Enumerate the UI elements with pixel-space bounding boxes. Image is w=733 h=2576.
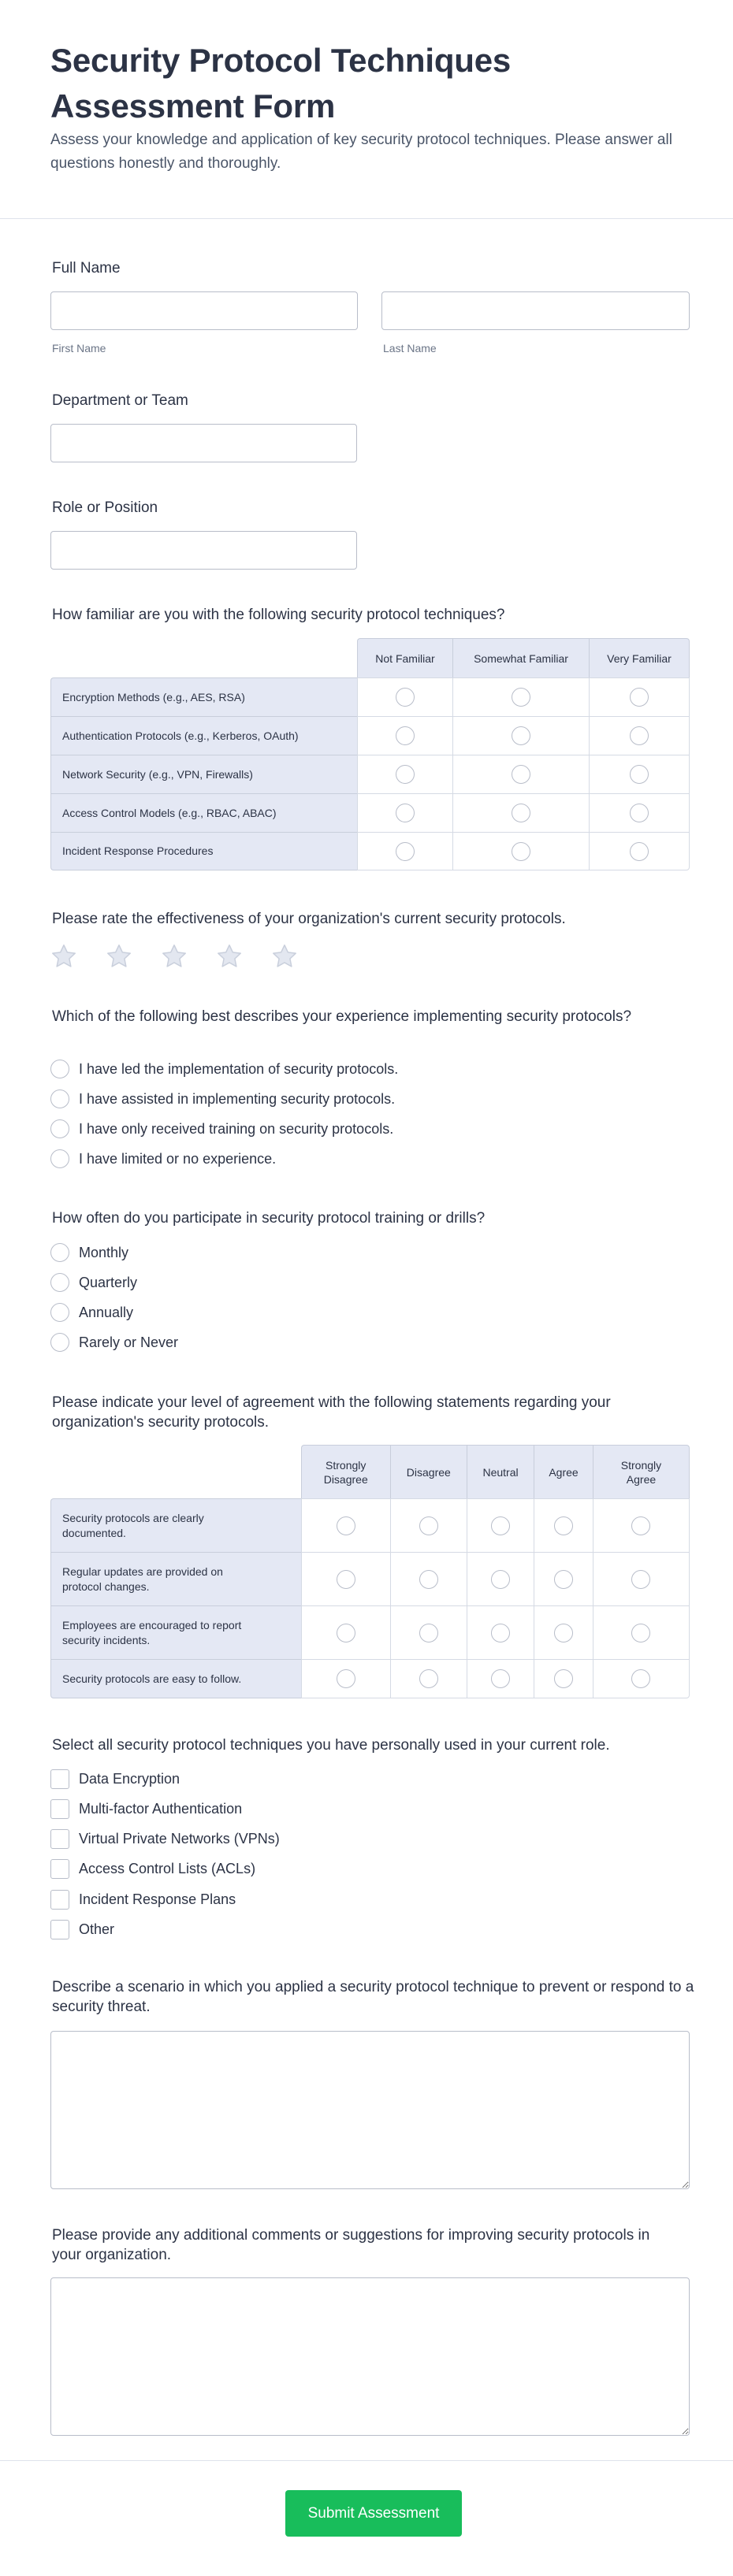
matrix-row xyxy=(50,1659,690,1698)
column-header: Very Familiar xyxy=(589,638,690,677)
radio-button[interactable] xyxy=(419,1624,438,1642)
technique-option[interactable]: Data Encryption xyxy=(50,1769,180,1789)
row-label: Security protocols are clearly documented. xyxy=(50,1498,301,1552)
radio-button[interactable] xyxy=(396,804,415,822)
experience-option[interactable]: I have limited or no experience. xyxy=(50,1149,276,1169)
radio-button[interactable] xyxy=(512,726,530,745)
matrix-row xyxy=(50,1605,690,1659)
comments-textarea[interactable] xyxy=(50,2277,690,2436)
footer-divider xyxy=(0,2460,733,2461)
radio-button[interactable] xyxy=(50,1243,69,1262)
matrix-row xyxy=(50,832,690,870)
submit-button[interactable]: Submit Assessment xyxy=(285,2490,462,2537)
role-input[interactable] xyxy=(50,531,357,570)
frequency-option[interactable]: Quarterly xyxy=(50,1272,137,1293)
matrix-row xyxy=(50,793,690,832)
radio-button[interactable] xyxy=(337,1516,355,1535)
row-label: Employees are encouraged to report security incidents. xyxy=(50,1605,301,1659)
star-icon[interactable] xyxy=(160,942,188,971)
radio-button[interactable] xyxy=(50,1303,69,1322)
radio-button[interactable] xyxy=(630,726,649,745)
star-icon[interactable] xyxy=(105,942,133,971)
scenario-label: Describe a scenario in which you applied a security protocol technique to prevent or respond to a security threat. xyxy=(52,1979,694,2015)
role-label: Role or Position xyxy=(52,499,158,516)
radio-button[interactable] xyxy=(396,688,415,707)
radio-button[interactable] xyxy=(419,1516,438,1535)
star-icon[interactable] xyxy=(215,942,244,971)
radio-button[interactable] xyxy=(512,842,530,861)
checkbox[interactable] xyxy=(50,1829,69,1849)
first-name-sublabel: First Name xyxy=(52,342,106,354)
radio-button[interactable] xyxy=(396,726,415,745)
row-label: Access Control Models (e.g., RBAC, ABAC) xyxy=(50,793,357,832)
form-subtitle: Assess your knowledge and application of key security protocol techniques. Please answer all questions honestly and thoroughly. xyxy=(50,132,672,172)
radio-button[interactable] xyxy=(337,1624,355,1642)
row-label: Security protocols are easy to follow. xyxy=(50,1659,301,1698)
techniques-label: Select all security protocol techniques you have personally used in your current role. xyxy=(52,1737,610,1754)
rating-label: Please rate the effectiveness of your organization's current security protocols. xyxy=(52,911,566,927)
radio-button[interactable] xyxy=(631,1516,650,1535)
technique-option[interactable]: Incident Response Plans xyxy=(50,1889,236,1910)
radio-button[interactable] xyxy=(491,1669,510,1688)
radio-button[interactable] xyxy=(554,1669,573,1688)
radio-button[interactable] xyxy=(631,1669,650,1688)
star-icon[interactable] xyxy=(270,942,299,971)
column-header: Not Familiar xyxy=(357,638,452,677)
matrix-row xyxy=(50,1552,690,1605)
radio-button[interactable] xyxy=(630,688,649,707)
radio-button[interactable] xyxy=(512,688,530,707)
frequency-label: How often do you participate in security protocol training or drills? xyxy=(52,1210,486,1227)
technique-option[interactable]: Virtual Private Networks (VPNs) xyxy=(50,1828,280,1849)
last-name-input[interactable] xyxy=(381,291,690,330)
matrix-row xyxy=(50,1498,690,1552)
radio-button[interactable] xyxy=(396,765,415,784)
radio-button[interactable] xyxy=(630,804,649,822)
checkbox[interactable] xyxy=(50,1890,69,1910)
column-header: Neutral xyxy=(467,1445,534,1498)
radio-button[interactable] xyxy=(554,1570,573,1589)
checkbox[interactable] xyxy=(50,1859,69,1879)
last-name-sublabel: Last Name xyxy=(383,342,437,354)
radio-button[interactable] xyxy=(630,842,649,861)
technique-option[interactable]: Other xyxy=(50,1919,114,1939)
column-header: Strongly Disagree xyxy=(301,1445,390,1498)
radio-button[interactable] xyxy=(50,1333,69,1352)
radio-button[interactable] xyxy=(337,1669,355,1688)
matrix-row xyxy=(50,716,690,755)
radio-button[interactable] xyxy=(491,1570,510,1589)
scenario-textarea[interactable] xyxy=(50,2031,690,2189)
comments-label: Please provide any additional comments or suggestions for improving security protocols in your organization. xyxy=(52,2227,650,2263)
department-label: Department or Team xyxy=(52,392,188,409)
experience-option[interactable]: I have assisted in implementing security protocols. xyxy=(50,1089,395,1109)
radio-button[interactable] xyxy=(554,1516,573,1535)
experience-option[interactable]: I have led the implementation of security protocols. xyxy=(50,1059,398,1079)
header-divider xyxy=(0,218,733,219)
checkbox[interactable] xyxy=(50,1769,69,1789)
row-label: Incident Response Procedures xyxy=(50,832,357,870)
radio-button[interactable] xyxy=(337,1570,355,1589)
row-label: Regular updates are provided on protocol changes. xyxy=(50,1552,301,1605)
form-title: Security Protocol Techniques Assessment Form xyxy=(50,42,512,124)
radio-button[interactable] xyxy=(491,1516,510,1535)
matrix-row xyxy=(50,755,690,793)
checkbox[interactable] xyxy=(50,1920,69,1939)
radio-button[interactable] xyxy=(512,765,530,784)
radio-button[interactable] xyxy=(491,1624,510,1642)
frequency-option[interactable]: Rarely or Never xyxy=(50,1332,178,1353)
radio-button[interactable] xyxy=(50,1060,69,1078)
radio-button[interactable] xyxy=(50,1273,69,1292)
first-name-input[interactable] xyxy=(50,291,358,330)
radio-button[interactable] xyxy=(396,842,415,861)
familiarity-matrix xyxy=(50,638,690,870)
star-icon[interactable] xyxy=(50,942,78,971)
full-name-label: Full Name xyxy=(52,260,121,277)
experience-option[interactable]: I have only received training on security protocols. xyxy=(50,1119,393,1139)
radio-button[interactable] xyxy=(554,1624,573,1642)
radio-button[interactable] xyxy=(50,1119,69,1138)
row-label: Authentication Protocols (e.g., Kerberos, OAuth) xyxy=(50,716,357,755)
column-header: Agree xyxy=(534,1445,593,1498)
frequency-option[interactable]: Annually xyxy=(50,1302,133,1323)
matrix-row xyxy=(50,677,690,716)
department-input[interactable] xyxy=(50,424,357,462)
radio-button[interactable] xyxy=(419,1570,438,1589)
technique-option[interactable]: Multi-factor Authentication xyxy=(50,1798,242,1819)
radio-button[interactable] xyxy=(50,1089,69,1108)
technique-option[interactable]: Access Control Lists (ACLs) xyxy=(50,1858,255,1879)
frequency-option[interactable]: Monthly xyxy=(50,1242,128,1263)
checkbox[interactable] xyxy=(50,1799,69,1819)
agreement-label: Please indicate your level of agreement with the following statements regarding your organization's security protocols. xyxy=(52,1394,611,1431)
radio-button[interactable] xyxy=(631,1624,650,1642)
radio-button[interactable] xyxy=(631,1570,650,1589)
radio-button[interactable] xyxy=(419,1669,438,1688)
column-header: Disagree xyxy=(390,1445,467,1498)
experience-label: Which of the following best describes your experience implementing security protocols? xyxy=(52,1008,632,1025)
row-label: Encryption Methods (e.g., AES, RSA) xyxy=(50,677,357,716)
familiarity-label: How familiar are you with the following security protocol techniques? xyxy=(52,607,505,623)
radio-button[interactable] xyxy=(630,765,649,784)
column-header: Somewhat Familiar xyxy=(452,638,589,677)
agreement-matrix xyxy=(50,1445,690,1698)
radio-button[interactable] xyxy=(50,1149,69,1168)
star-rating xyxy=(50,942,299,971)
column-header: Strongly Agree xyxy=(593,1445,690,1498)
radio-button[interactable] xyxy=(512,804,530,822)
row-label: Network Security (e.g., VPN, Firewalls) xyxy=(50,755,357,793)
